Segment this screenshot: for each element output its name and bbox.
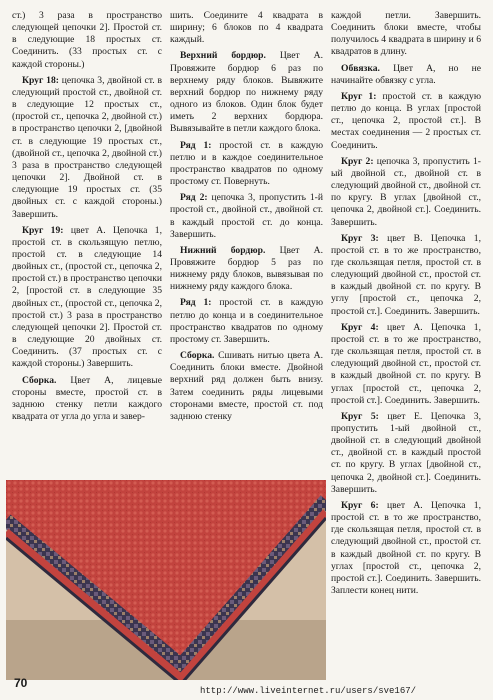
paragraph	[12, 225, 162, 371]
paragraph-heading: Ряд 2:	[180, 192, 208, 204]
paragraph-heading: Круг 3:	[341, 232, 379, 244]
paragraph-text: ст.) 3 раза в пространство следующей цепочки 2]. Простой ст. в следующие 18 простых ст. Соединить. (33 простых ст. с каждой стороны.)	[12, 10, 162, 70]
paragraph-text: шить. Соедините 4 квадрата в ширину; 6 блоков по 4 квадрата каждый.	[170, 10, 323, 46]
paragraph-text: цепочка 3, двойной ст. в следующий простой ст., двойной ст. в следующие 12 простых ст., (простой ст., цепочка 2, двойной ст.) в пространство цепочки 2, [двойной ст. в следующие 19 простых ст., (двойной ст., цепочка 2, двойной ст.) 3 раза в пространство следующей цепочки 2]. Двойной ст. в следующие 19 простых ст. (35 двойных ст. с каждой стороны.) Завершить.	[12, 74, 162, 220]
paragraph	[170, 350, 323, 423]
footer-url[interactable]: http://www.liveinternet.ru/users/sve167/	[200, 686, 417, 696]
paragraph-text: Сшивать нитью цвета A. Соединить блоки вместе. Двойной верхний ряд должен быть внизу. Затем соединить ряды лицевыми сторонами вместе, простой ст. под заднюю стенку	[170, 350, 323, 422]
paragraph-heading: Круг 18:	[22, 74, 59, 86]
paragraph	[170, 297, 323, 346]
paragraph-text: простой ст. в каждую петлю и в каждое соединительное пространство квадратов по одному простому ст. Повернуть.	[170, 139, 323, 188]
paragraph-text: каждой петли. Завершить. Соединить блоки вместе, чтобы получилось 4 квадрата в ширину и 6 квадратов в длину.	[331, 10, 481, 58]
paragraph-text: Цвет A, лицевые стороны вместе, простой ст. в заднюю стенку петли каждого квадрата от угла до угла и завер-	[12, 374, 162, 422]
blanket-illustration	[6, 480, 326, 680]
paragraph-text: цепочка 3, пропустить 1-й простой ст., двойной ст., двойной ст. в каждый простой ст. до конца. Завершить.	[170, 192, 324, 240]
paragraph-text: цвет A. Цепочка 1, простой ст. в то же пространство, где скользящая петля, простой ст. в следующий двойной ст., простой ст. в каждый двойной ст. по кругу. В углах [простой ст., цепочка 2, простой ст.]. Соединить. Завершить. Заплести конец нити.	[331, 499, 481, 597]
paragraph	[170, 140, 323, 189]
paragraph-text: цвет A. Цепочка 1, простой ст. в скользящую петлю, простой ст. в следующие 14 двойных ст., (простой ст., цепочка 2, простой ст.) в пространство цепочки 2, [простой ст. в следующие 35 двойных ст., (простой ст., цепочка 2, простой ст.) 3 раза в пространство следующей цепочки 2]. Простой ст. в следующие 20 двойных ст. Соединить. (37 простых ст. с каждой стороны.) Завершить.	[12, 224, 162, 370]
paragraph-heading: Сборка.	[22, 374, 57, 386]
paragraph-heading: Круг 2:	[341, 155, 374, 167]
paragraph	[170, 245, 323, 294]
paragraph	[331, 500, 481, 597]
paragraph	[331, 156, 481, 229]
paragraph-text: Цвет A. Провяжите бордюр 5 раз по нижнему ряду блоков, вывязывая по нижнему ряду каждого блока.	[170, 244, 323, 293]
paragraph-heading: Верхний бордюр.	[180, 50, 266, 62]
paragraph	[12, 10, 162, 71]
paragraph-heading: Сборка.	[180, 350, 215, 362]
paragraph	[170, 10, 323, 46]
paragraph-text: цвет E. Цепочка 3, пропустить 1-ый двойной ст., двойной ст. в следующий двойной ст., двойной ст. в каждый простой ст. по кругу. В углах [двойной ст., цепочка 2, двойной ст.]. Соединить. Завершить.	[331, 410, 481, 495]
paragraph-heading: Круг 4:	[341, 321, 379, 333]
paragraph-heading: Обвязка.	[341, 62, 380, 74]
paragraph	[331, 63, 481, 87]
paragraph-text: простой ст. в каждую петлю до конца. В углах [простой ст., цепочка 2, простой ст.]. В местах соединения — 2 простых ст. Соединить.	[331, 90, 481, 151]
paragraph	[12, 375, 162, 424]
paragraph-heading: Круг 19:	[22, 224, 64, 236]
paragraph-heading: Круг 5:	[341, 410, 379, 422]
paragraph	[170, 192, 323, 241]
paragraph	[331, 322, 481, 407]
paragraph	[170, 50, 323, 135]
text-column-2	[170, 10, 323, 427]
paragraph-text: Цвет A, но не начинайте обвязку с угла.	[331, 62, 481, 86]
paragraph-heading: Ряд 1:	[180, 139, 212, 151]
paragraph-heading: Круг 1:	[341, 90, 377, 102]
paragraph-text: цвет B. Цепочка 1, простой ст. в то же пространство, где скользящая петля, простой ст. в следующий двойной ст., простой ст. в каждый двойной ст. по кругу. В углу [простой ст., цепочка 2, простой ст.]. Соединить. Завершить.	[331, 232, 481, 317]
paragraph-text: Цвет A. Провяжите бордюр 6 раз по верхнему ряду блоков. Вывяжите верхний бордюр по нижнему ряду одного из блоков. Один блок будет иметь 2 верхних бордюра. Вывязывайте в петли каждого блока.	[170, 50, 323, 135]
paragraph	[331, 91, 481, 152]
paragraph	[331, 233, 481, 318]
paragraph-text: простой ст. в каждую петлю до конца и в соединительное пространство квадратов по одному простому ст. Завершить.	[170, 297, 323, 345]
paragraph-heading: Ряд 1:	[180, 297, 212, 309]
paragraph-heading: Нижний бордюр.	[180, 244, 266, 256]
paragraph	[331, 411, 481, 496]
paragraph	[12, 75, 162, 221]
text-column-1	[12, 10, 162, 427]
page-number: 70	[14, 676, 28, 690]
paragraph-text: цвет A. Цепочка 1, простой ст. в то же пространство, где скользящая петля, простой ст. в следующий двойной ст., простой ст. в каждый двойной ст. по кругу. В углах [простой ст., цепочка 2, простой ст.]. Соединить. Завершить.	[331, 321, 481, 406]
paragraph-heading: Круг 6:	[341, 499, 379, 511]
text-column-3	[331, 10, 481, 601]
paragraph	[331, 10, 481, 59]
paragraph-text: цепочка 3, пропустить 1-ый двойной ст., двойной ст. в следующий двойной ст., двойной ст. по кругу. В углах [двойной ст., цепочка 2, двойной ст.]. Соединить. Завершить.	[331, 155, 481, 228]
blanket-corner-photo	[6, 480, 326, 680]
